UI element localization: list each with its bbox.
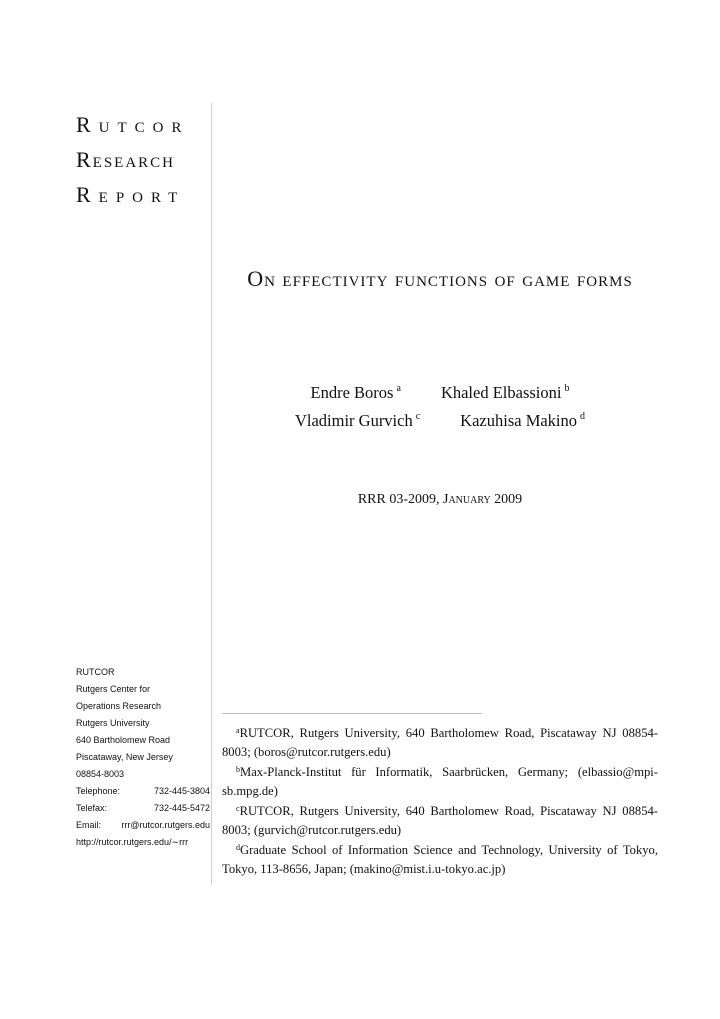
report-date: January 2009: [443, 492, 523, 507]
telephone-row: [76, 783, 210, 800]
contact-label: Email:: [76, 820, 102, 830]
contact-label: Telefax:: [76, 803, 108, 813]
author-name: Khaled Elbassioni: [440, 383, 562, 402]
footnote-text: RUTCOR, Rutgers University, 640 Bartholomew Road, Piscataway NJ 08854-8003; (boros@rutcor.rutgers.edu): [222, 726, 658, 759]
address-line: RUTCOR: [76, 667, 115, 677]
footnotes: [222, 722, 658, 878]
author: [295, 405, 420, 433]
author-row: [222, 405, 658, 433]
email-link[interactable]: rrr@rutcor.rutgers.edu: [121, 820, 210, 830]
footnote: [222, 722, 658, 761]
author: [460, 405, 585, 433]
footnote-text: Graduate School of Information Science and Technology, University of Tokyo, Tokyo, 113-8656, Japan; (makino@mist.i.u-tokyo.ac.jp): [222, 843, 658, 876]
series-line-report: Report: [76, 182, 186, 207]
author-mark: a: [396, 383, 401, 394]
footnote-mark: c: [236, 804, 240, 813]
author-mark: c: [415, 411, 421, 422]
telefax-row: [76, 800, 210, 817]
footnote-mark: a: [236, 726, 240, 735]
footnote: [222, 839, 658, 878]
author-name: Kazuhisa Makino: [460, 411, 578, 430]
paper-title: On effectivity functions of game forms: [247, 266, 633, 291]
footnote: [222, 800, 658, 839]
address-line: Rutgers Center for: [76, 684, 151, 694]
report-number: RRR 03-2009,: [357, 492, 440, 507]
address-line: 08854-8003: [76, 769, 125, 779]
author-name: Endre Boros: [310, 383, 394, 402]
series-line-rutcor: Rutcor: [76, 112, 190, 137]
author-mark: b: [564, 383, 570, 394]
author-block: [222, 377, 658, 433]
author: [311, 377, 401, 405]
author: [441, 377, 570, 405]
author-mark: d: [580, 411, 586, 422]
contact-label: Telephone:: [76, 786, 121, 796]
website-link[interactable]: http://rutcor.rutgers.edu/∼rrr: [76, 837, 189, 847]
author-name: Vladimir Gurvich: [294, 411, 413, 430]
report-number-line: [222, 492, 658, 508]
address-line: Piscataway, New Jersey: [76, 752, 173, 762]
footnote-rule: [222, 713, 482, 714]
footnote-mark: d: [236, 843, 240, 852]
contact-value: 732-445-5472: [153, 803, 210, 813]
address-line: Operations Research: [76, 701, 162, 711]
footnote-mark: b: [236, 765, 240, 774]
footnote-text: RUTCOR, Rutgers University, 640 Bartholomew Road, Piscataway NJ 08854-8003; (gurvich@rutcor.rutgers.edu): [222, 804, 658, 837]
series-header: [76, 107, 208, 212]
author-row: [222, 377, 658, 405]
address-line: 640 Bartholomew Road: [76, 735, 171, 745]
footnote-text: Max-Planck-Institut für Informatik, Saarbrücken, Germany; (elbassio@mpi-sb.mpg.de): [222, 765, 658, 798]
contact-value: 732-445-3804: [153, 786, 210, 796]
footnote: [222, 761, 658, 800]
address-line: Rutgers University: [76, 718, 150, 728]
series-line-research: Research: [76, 147, 176, 172]
email-row: [76, 817, 210, 834]
vertical-divider: [211, 103, 212, 885]
institution-address: [76, 664, 210, 851]
